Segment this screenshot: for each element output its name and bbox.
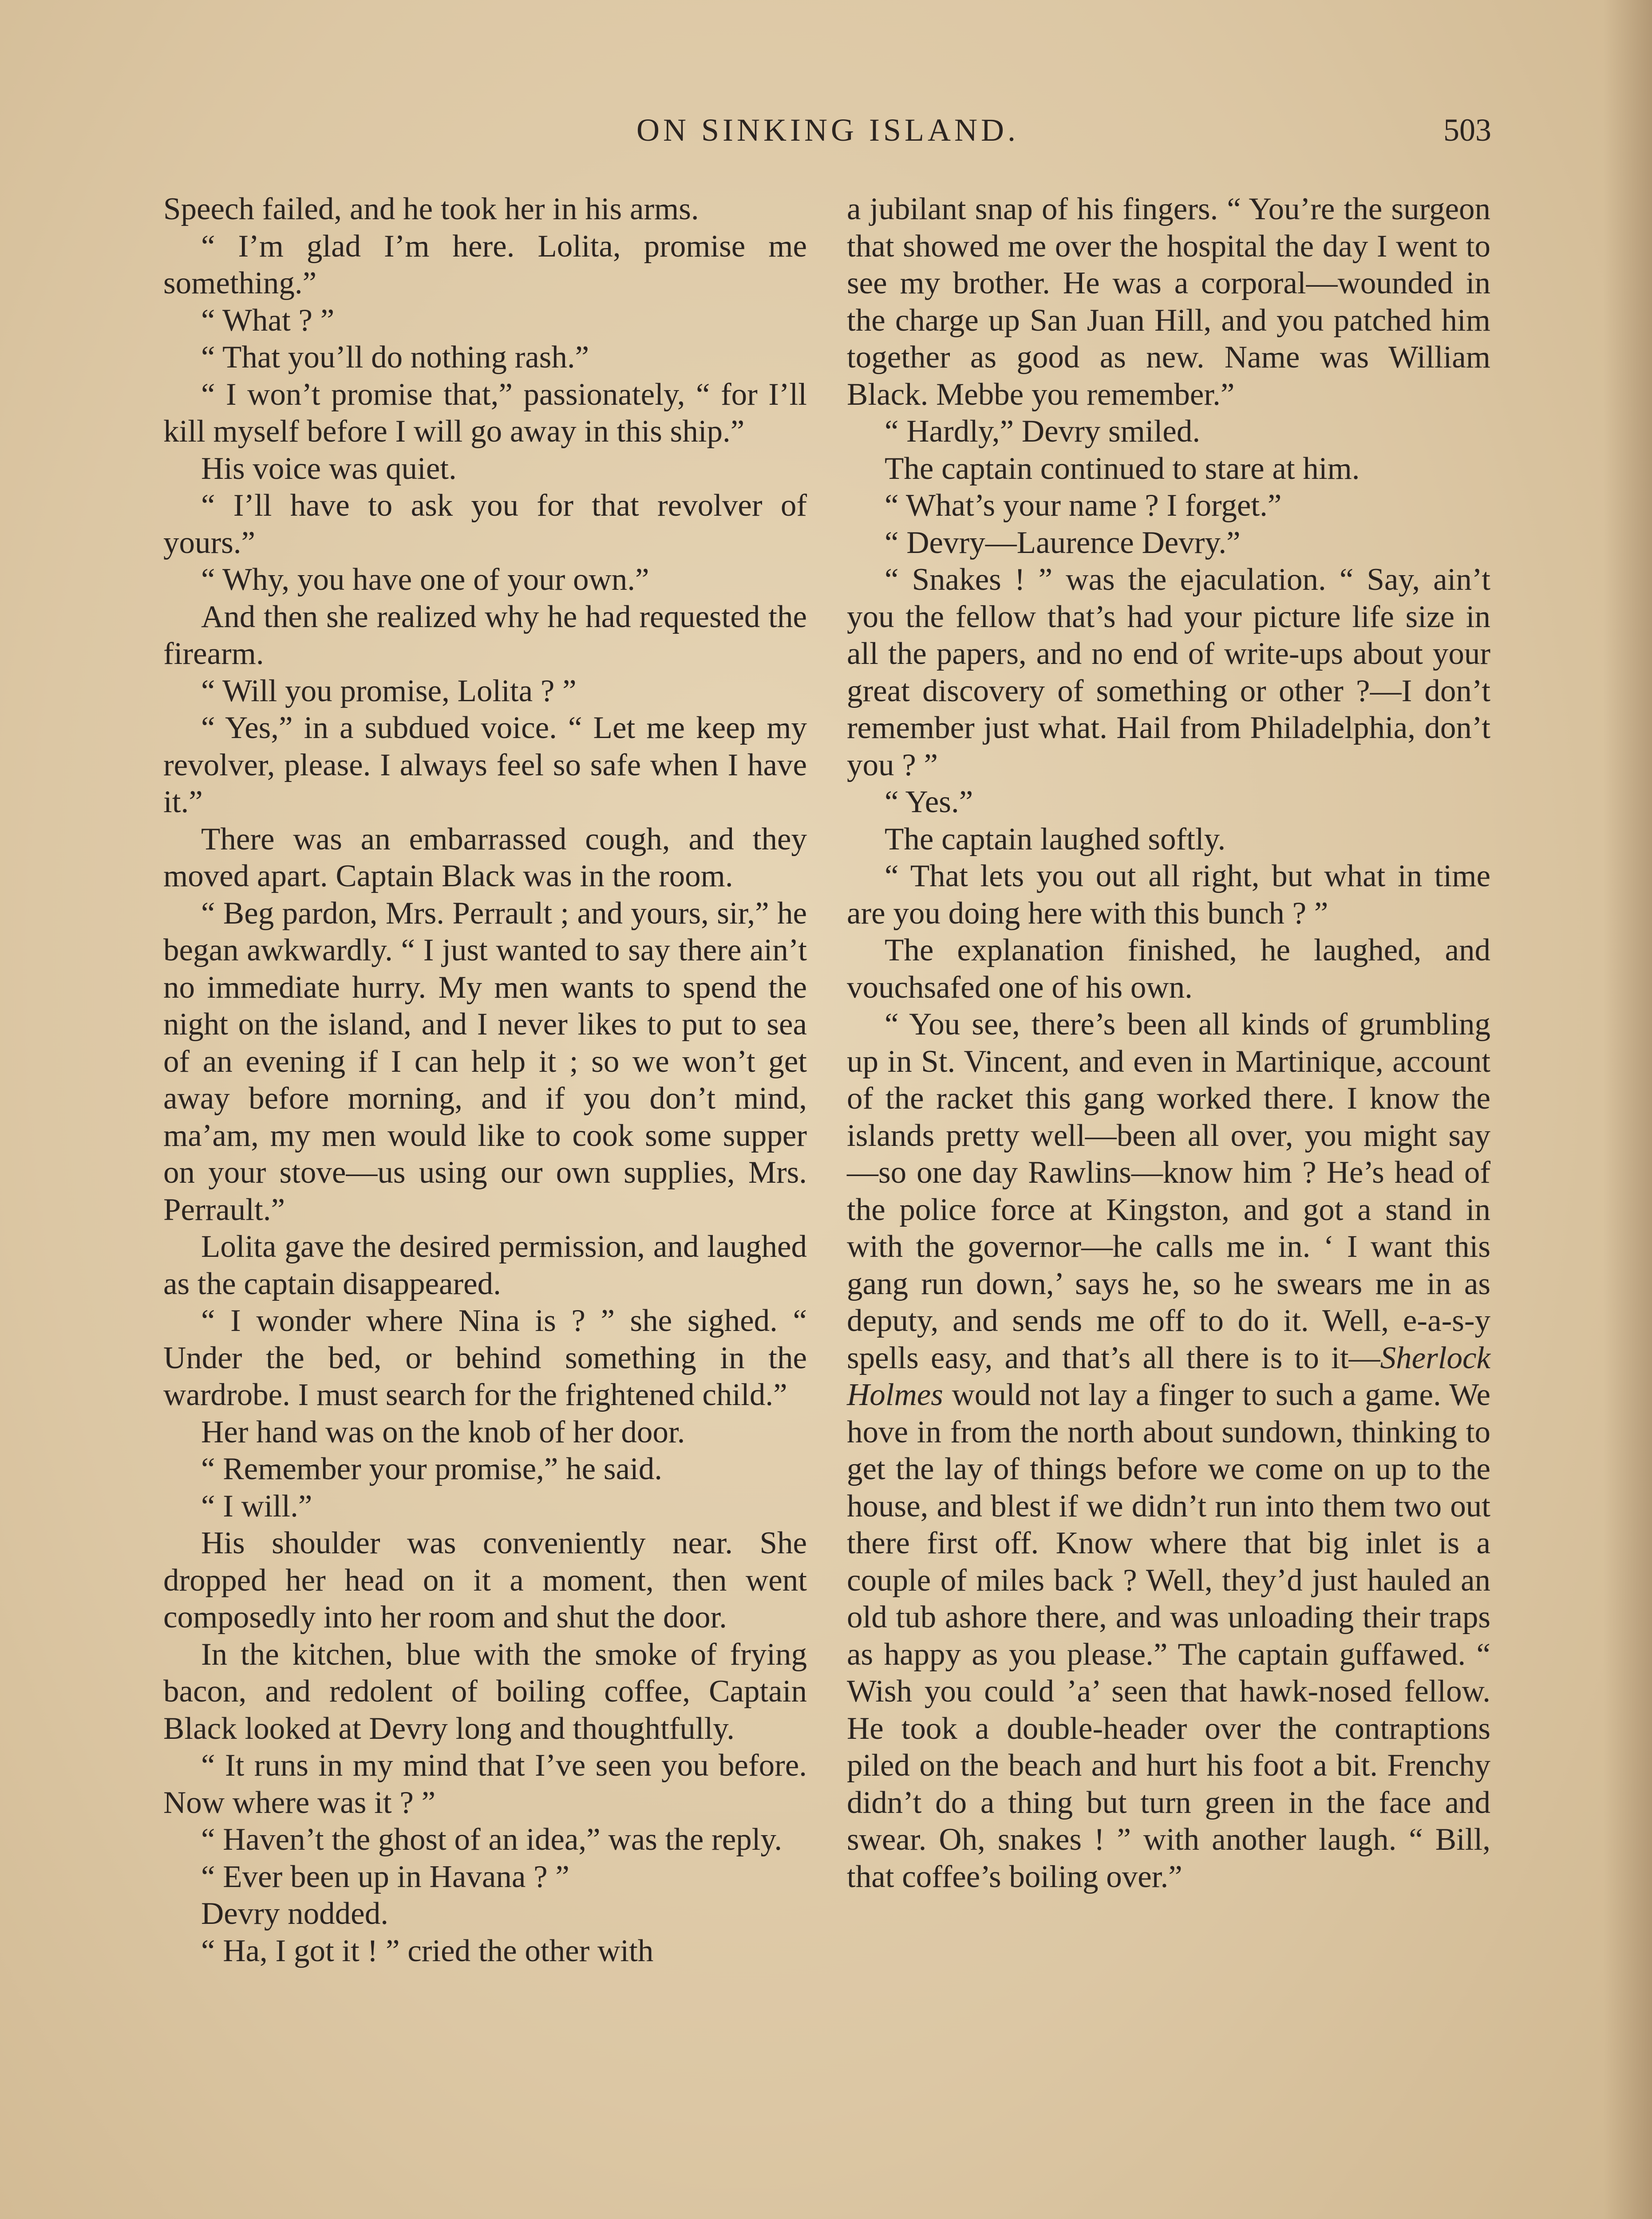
paragraph: And then she realized why he had requested the firearm. [163,599,807,671]
paragraph: “ Snakes ! ” was the ejaculation. “ Say, ain’t you the fellow that’s had your picture life size in all the papers, and no end of write-ups about your great discovery of something or other ?—I don’t remember just what. Hail from Philadelphia, don’t you ? ” [847,562,1490,782]
right-column [847,191,1490,1895]
paragraph: “ Devry—Laurence Devry.” [885,525,1241,560]
paragraph: “ That lets you out all right, but what in time are you doing here with this bunch ? ” [847,859,1490,931]
paragraph-text: “ You see, there’s been all kinds of grumbling up in St. Vincent, and even in Martinique, account of the racket this gang worked there. I know the islands pretty well—been all over, you might say—so one day Rawlins—know him ? He’s head of the police force at Kingston, and got a stand in with the governor—he calls me in. ‘ I want this gang run down,’ says he, so he swears me in as deputy, and sends me off to do it. Well, e-a-s-y spells easy, and that’s all there is to it— [847,1007,1490,1375]
paragraph: “ What ? ” [201,303,335,338]
paragraph-text: would not lay a finger to such a game. We hove in from the north about sundown, thinking to get the lay of things before we come on up to the house, and blest if we didn’t run into them two out there first off. Know where that big inlet is a couple of miles back ? Well, they’d just hauled an old tub ashore there, and was unloading their traps as happy as you please.” The captain guffawed. “ Wish you could ’a’ seen that hawk-nosed fellow. He took a double-header over the contraptions piled on the beach and hurt his foot a bit. Frenchy didn’t do a thing but turn green in the face and swear. Oh, snakes ! ” with another laugh. “ Bill, that coffee’s boiling over.” [847,1378,1490,1894]
page-header [164,112,1491,161]
page-edge-shadow [1603,0,1652,2219]
paragraph: Her hand was on the knob of her door. [201,1414,685,1449]
paragraph: The explanation finished, he laughed, and vouchsafed one of his own. [847,933,1490,1005]
paragraph: “ I’m glad I’m here. Lolita, promise me something.” [163,229,807,300]
italic-title: Sherlock Holmes [847,1340,1490,1412]
paragraph: “ Haven’t the ghost of an idea,” was the reply. [201,1822,783,1857]
paragraph: “ Will you promise, Lolita ? ” [201,673,577,708]
paragraph: The captain laughed softly. [885,821,1226,857]
paragraph: His shoulder was conveniently near. She dropped her head on it a moment, then went composedly into her room and shut the door. [163,1526,807,1635]
paragraph: a jubilant snap of his fingers. “ You’re the surgeon that showed me over the hospital the day I went to see my brother. He was a corporal—wounded in the charge up San Juan Hill, and you patched him together as good as new. Name was William Black. Mebbe you remember.” [847,192,1490,412]
paragraph: “ What’s your name ? I forget.” [885,488,1282,523]
paragraph: “ I will.” [201,1489,312,1524]
paragraph: “ It runs in my mind that I’ve seen you before. Now where was it ? ” [163,1748,807,1820]
running-title: ON SINKING ISLAND. [636,112,1019,148]
paragraph: Devry nodded. [201,1896,388,1931]
paragraph: Lolita gave the desired permission, and laughed as the captain disappeared. [163,1229,807,1301]
paragraph: “ I’ll have to ask you for that revolver of yours.” [163,488,807,560]
paragraph: Speech failed, and he took her in his arms. [163,192,699,226]
paragraph: “ I won’t promise that,” passionately, “ for I’ll kill myself before I will go away in this ship.” [163,377,807,449]
paragraph: “ Ha, I got it ! ” cried the other with [201,1933,654,1968]
paragraph: “ Remember your promise,” he said. [201,1452,663,1486]
paragraph: “ That you’ll do nothing rash.” [201,340,589,375]
paragraph: “ I wonder where Nina is ? ” she sighed. “ Under the bed, or behind something in the wardrobe. I must search for the frightened child.” [163,1303,807,1412]
paragraph: “ Ever been up in Havana ? ” [201,1859,569,1894]
paragraph: “ Yes,” in a subdued voice. “ Let me keep my revolver, please. I always feel so safe when I have it.” [163,711,807,819]
paragraph: There was an embarrassed cough, and they moved apart. Captain Black was in the room. [163,821,807,893]
paragraph: “ Beg pardon, Mrs. Perrault ; and yours, sir,” he began awkwardly. “ I just wanted to say there ain’t no immediate hurry. My men wants to spend the night on the island, and I never likes to put to sea of an evening if I can help it ; so we won’t get away before morning, and if you don’t mind, ma’am, my men would like to cook some supper on your stove—us using our own supplies, Mrs. Perrault.” [163,896,807,1227]
left-column [163,191,807,1970]
paragraph: “ Hardly,” Devry smiled. [885,414,1201,449]
paragraph: His voice was quiet. [201,451,457,486]
paragraph: “ Why, you have one of your own.” [201,562,649,597]
paragraph: The captain continued to stare at him. [885,451,1360,486]
paragraph [847,1006,1490,1895]
page-number: 503 [1443,112,1491,148]
paragraph: In the kitchen, blue with the smoke of frying bacon, and redolent of boiling coffee, Captain Black looked at Devry long and thoughtfully. [163,1637,807,1746]
paragraph: “ Yes.” [885,785,973,819]
